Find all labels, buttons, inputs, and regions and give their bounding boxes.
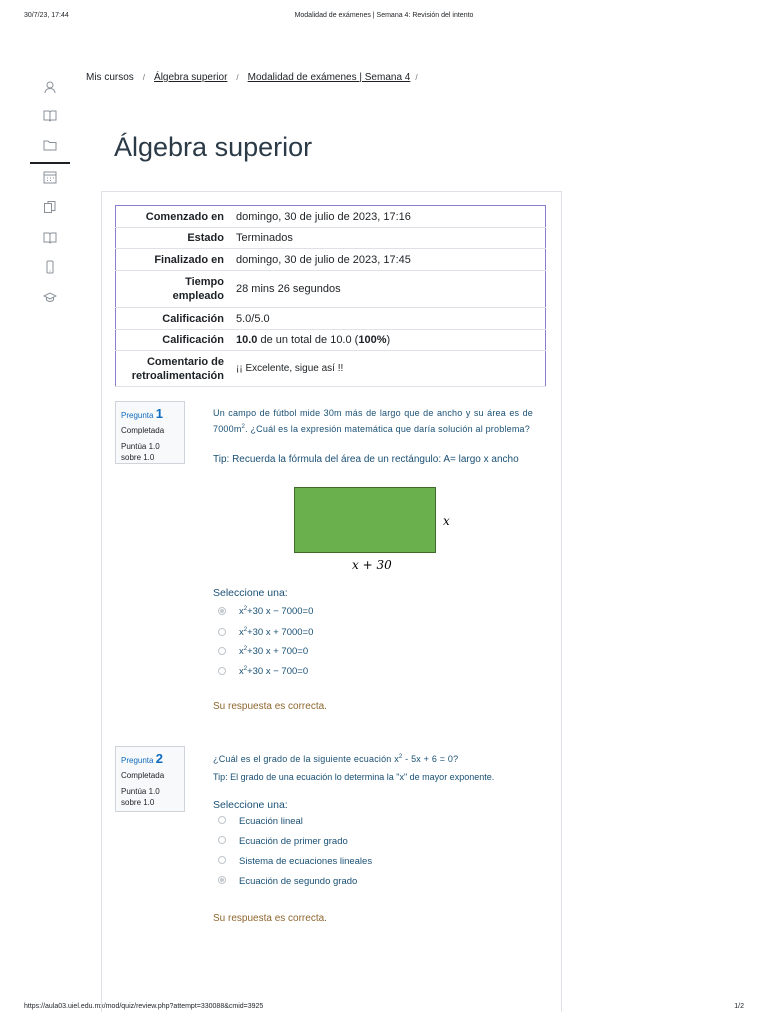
- answer-option[interactable]: [218, 875, 357, 889]
- answer-prompt: Seleccione una:: [213, 587, 288, 599]
- breadcrumb-separator: /: [236, 73, 239, 82]
- grade-text-end: ): [386, 334, 391, 346]
- breadcrumb-my-courses[interactable]: Mis cursos: [86, 72, 134, 83]
- breadcrumb-separator: /: [415, 73, 418, 82]
- summary-row-started: [116, 206, 546, 228]
- grade-percent: 100%: [358, 334, 387, 346]
- answer-option[interactable]: [218, 602, 313, 616]
- summary-label-line: Comentario de: [146, 355, 224, 368]
- option-superscript: 2: [243, 666, 248, 672]
- grade-score: 10.0: [236, 334, 258, 346]
- summary-label: [116, 271, 231, 308]
- question-text-part: . ¿Cuál es la expresión matemática que daría solución al problema?: [245, 424, 530, 434]
- summary-label: Finalizado en: [154, 253, 224, 266]
- answer-option[interactable]: [218, 662, 308, 676]
- nav-active-indicator: [30, 162, 70, 164]
- graduation-cap-icon[interactable]: [43, 290, 57, 304]
- calendar-icon[interactable]: [43, 170, 57, 184]
- summary-row-feedback: [116, 351, 546, 387]
- breadcrumb-separator: /: [142, 73, 146, 82]
- attempt-summary-table: [115, 205, 546, 387]
- summary-label-line: empleado: [172, 290, 224, 302]
- print-date: 30/7/23, 17:44: [24, 12, 69, 19]
- answer-option[interactable]: [218, 623, 313, 637]
- question-state: Completada: [121, 426, 165, 435]
- summary-row-time: [116, 271, 546, 308]
- summary-label-line: retroalimentación: [131, 369, 224, 382]
- question-text-superscript: 2: [398, 754, 403, 760]
- option-text: +30 x + 700=0: [247, 646, 309, 658]
- question-tip: Tip: El grado de una ecuación lo determina la "x" de mayor exponente.: [213, 772, 495, 782]
- question-max-points: sobre 1.0: [121, 798, 155, 807]
- answer-option[interactable]: [218, 855, 372, 869]
- summary-label: Calificación: [162, 334, 224, 346]
- question-text-part: - 5x + 6 = 0?: [402, 754, 459, 764]
- summary-label: Estado: [187, 232, 224, 244]
- option-text: +30 x − 700=0: [247, 666, 309, 678]
- question-max-points: sobre 1.0: [121, 453, 155, 462]
- option-text: x: [239, 646, 244, 658]
- question-points: Puntúa 1.0: [121, 787, 160, 796]
- question-info: [115, 401, 185, 464]
- book-icon[interactable]: [43, 108, 57, 122]
- option-text: Sistema de ecuaciones lineales: [239, 856, 373, 867]
- option-text: +30 x − 7000=0: [247, 606, 314, 618]
- copy-icon[interactable]: [43, 200, 57, 214]
- option-text: Ecuación de primer grado: [239, 836, 348, 847]
- question-tip: Tip: Recuerda la fórmula del área de un rectángulo: A= largo x ancho: [213, 454, 519, 465]
- mobile-icon[interactable]: [43, 260, 57, 274]
- answer-option[interactable]: [218, 642, 308, 656]
- print-url: https://aula03.uiel.edu.mx/mod/quiz/review.php?attempt=330088&cmid=3925: [24, 1003, 264, 1010]
- option-text: Ecuación de segundo grado: [239, 876, 358, 887]
- option-text: Ecuación lineal: [239, 816, 303, 827]
- question-grade: [121, 441, 179, 463]
- option-text: +30 x + 7000=0: [247, 627, 314, 639]
- user-icon[interactable]: [43, 80, 57, 94]
- question-text-part: Un campo de fútbol mide 30m más de largo que de ancho y su área es de 7000m: [213, 408, 533, 434]
- question-number: [121, 406, 179, 421]
- option-text: x: [239, 606, 244, 618]
- figure-side-label: x: [443, 514, 450, 528]
- summary-value: Terminados: [236, 232, 293, 244]
- summary-value: ¡¡ Excelente, sigue así !!: [236, 363, 344, 374]
- option-text: x: [239, 627, 244, 639]
- question-text-part: ¿Cuál es el grado de la siguiente ecuación x: [213, 754, 399, 764]
- radio-button[interactable]: [218, 856, 226, 864]
- answer-option[interactable]: [218, 815, 303, 829]
- print-page-number: 1/2: [734, 1003, 744, 1010]
- radio-button[interactable]: [218, 836, 226, 844]
- summary-row-state: [116, 228, 546, 249]
- radio-button[interactable]: [218, 816, 226, 824]
- radio-button[interactable]: [218, 876, 226, 884]
- summary-row-grade: [116, 330, 546, 351]
- summary-label: Calificación: [162, 312, 224, 325]
- question-text-superscript: 2: [241, 424, 246, 430]
- question-text: [213, 406, 533, 436]
- print-title: Modalidad de exámenes | Semana 4: Revisión del intento: [294, 12, 474, 19]
- book-icon[interactable]: [43, 230, 57, 244]
- summary-value: 28 mins 26 segundos: [236, 283, 341, 295]
- option-superscript: 2: [243, 627, 248, 633]
- summary-value: 5.0/5.0: [236, 312, 270, 325]
- question-grade: [121, 786, 179, 808]
- question-number: [121, 751, 179, 766]
- summary-label: [116, 351, 231, 387]
- question-label: Pregunta: [121, 411, 154, 420]
- breadcrumb: [86, 72, 427, 83]
- option-superscript: 2: [243, 606, 248, 612]
- question-state: Completada: [121, 771, 165, 780]
- summary-value: domingo, 30 de julio de 2023, 17:16: [236, 210, 411, 223]
- question-index: 2: [155, 751, 163, 766]
- grade-text: de un total de 10.0 (: [257, 334, 359, 346]
- radio-button[interactable]: [218, 607, 226, 615]
- breadcrumb-course[interactable]: Álgebra superior: [154, 72, 228, 83]
- summary-label: Comenzado en: [145, 210, 224, 223]
- radio-button[interactable]: [218, 647, 226, 655]
- summary-row-marks: [116, 308, 546, 330]
- answer-feedback: Su respuesta es correcta.: [213, 913, 327, 924]
- breadcrumb-quiz[interactable]: Modalidad de exámenes | Semana 4: [247, 72, 411, 83]
- question-info: [115, 746, 185, 812]
- summary-value: [230, 330, 546, 351]
- answer-feedback: Su respuesta es correcta.: [213, 701, 327, 712]
- answer-option[interactable]: [218, 835, 348, 849]
- print-header: [24, 12, 744, 24]
- question-text: [213, 750, 533, 766]
- summary-value: domingo, 30 de julio de 2023, 17:45: [236, 253, 411, 266]
- option-superscript: 2: [243, 646, 248, 652]
- question-index: 1: [155, 406, 163, 421]
- folder-icon[interactable]: [43, 138, 57, 152]
- summary-row-finished: [116, 249, 546, 271]
- figure-bottom-label: x + 30: [352, 558, 392, 572]
- page-title: Álgebra superior: [114, 132, 313, 162]
- radio-button[interactable]: [218, 628, 226, 636]
- question-points: Puntúa 1.0: [121, 442, 160, 451]
- answer-prompt: Seleccione una:: [213, 799, 288, 811]
- summary-label-line: Tiempo: [185, 276, 224, 288]
- rectangle-figure: [294, 487, 436, 553]
- radio-button[interactable]: [218, 667, 226, 675]
- option-text: x: [239, 666, 244, 678]
- question-label: Pregunta: [121, 756, 154, 765]
